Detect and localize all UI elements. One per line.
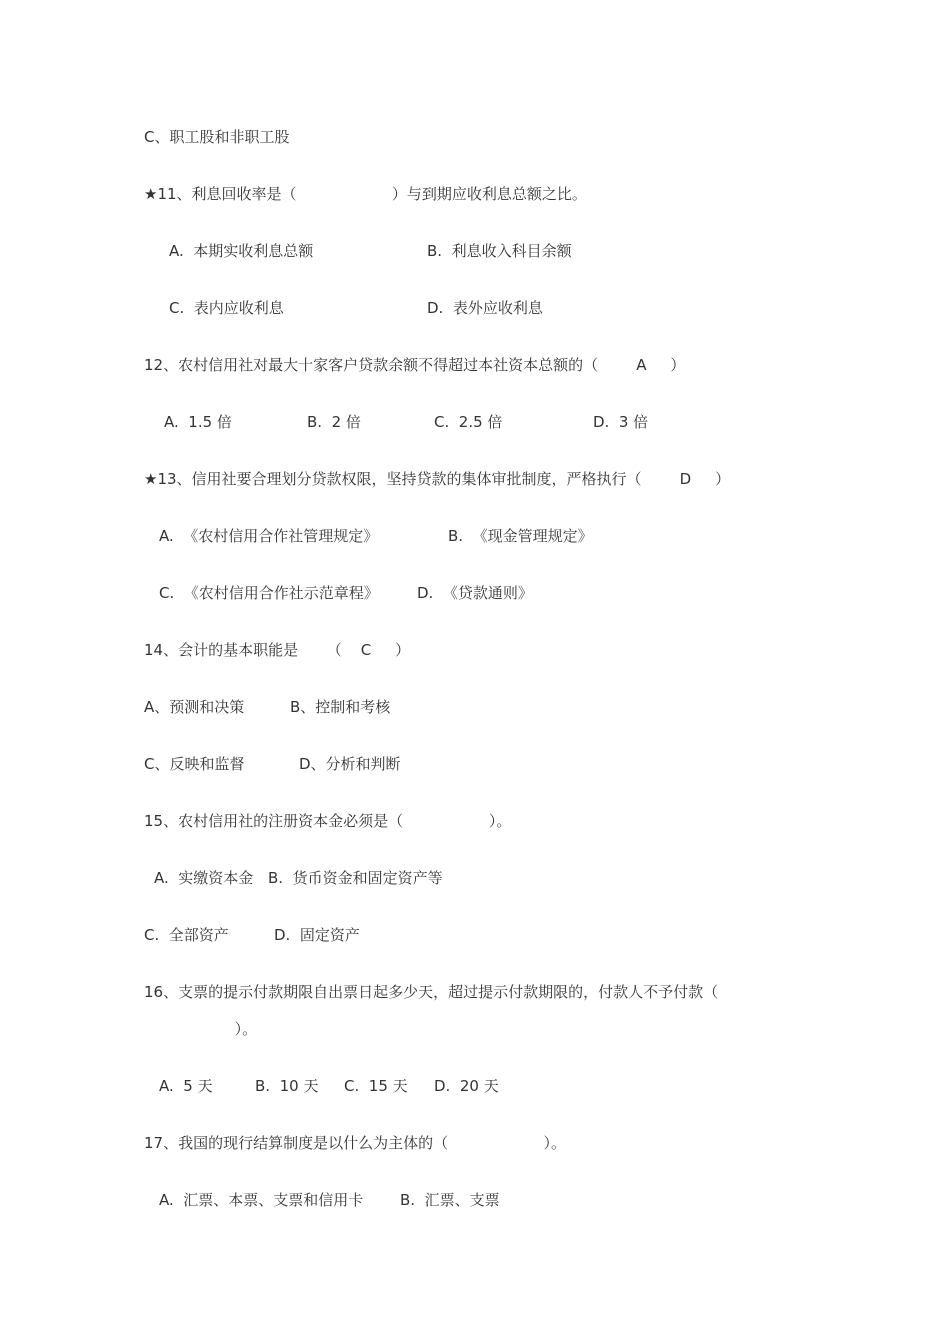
q12-option-b: B. 2 倍 <box>307 413 361 431</box>
q15-option-b: B. 货币资金和固定资产等 <box>268 869 443 887</box>
q10-option-c: C、职工股和非职工股 <box>144 128 290 146</box>
q11-question: ★11、利息回收率是（ ）与到期应收利息总额之比。 <box>144 185 587 203</box>
q14-option-c: C、反映和监督 <box>144 755 245 773</box>
q12-option-c: C. 2.5 倍 <box>434 413 503 431</box>
q11-option-b: B. 利息收入科目余额 <box>427 242 572 260</box>
q11-option-c: C. 表内应收利息 <box>169 299 284 317</box>
q13-question: ★13、信用社要合理划分贷款权限，坚持贷款的集体审批制度，严格执行（ D ） <box>144 470 731 488</box>
q17-option-b: B. 汇票、支票 <box>400 1191 500 1209</box>
q13-option-d: D. 《贷款通则》 <box>417 584 533 602</box>
q16-question-continued: ）。 <box>144 1020 258 1038</box>
q14-question: 14、会计的基本职能是 （ C ） <box>144 641 411 659</box>
q15-option-d: D. 固定资产 <box>274 926 360 944</box>
q16-option-c: C. 15 天 <box>344 1077 408 1095</box>
q14-option-d: D、分析和判断 <box>299 755 401 773</box>
q14-option-a: A、预测和决策 <box>144 698 245 716</box>
q16-question: 16、支票的提示付款期限自出票日起多少天，超过提示付款期限的，付款人不予付款（ <box>144 983 719 1001</box>
q17-question: 17、我国的现行结算制度是以什么为主体的（ ）。 <box>144 1134 566 1152</box>
q11-option-d: D. 表外应收利息 <box>427 299 543 317</box>
q13-option-a: A. 《农村信用合作社管理规定》 <box>159 527 379 545</box>
q13-option-b: B. 《现金管理规定》 <box>448 527 593 545</box>
q17-option-a: A. 汇票、本票、支票和信用卡 <box>159 1191 364 1209</box>
q13-option-c: C. 《农村信用合作社示范章程》 <box>159 584 379 602</box>
q16-option-b: B. 10 天 <box>255 1077 319 1095</box>
q12-question: 12、农村信用社对最大十家客户贷款余额不得超过本社资本总额的（ A ） <box>144 356 686 374</box>
q16-option-a: A. 5 天 <box>159 1077 213 1095</box>
q15-option-a: A. 实缴资本金 <box>154 869 254 887</box>
q15-question: 15、农村信用社的注册资本金必须是（ ）。 <box>144 812 512 830</box>
q16-option-d: D. 20 天 <box>434 1077 499 1095</box>
q12-option-d: D. 3 倍 <box>593 413 649 431</box>
q14-option-b: B、控制和考核 <box>290 698 391 716</box>
q15-option-c: C. 全部资产 <box>144 926 229 944</box>
q11-option-a: A. 本期实收利息总额 <box>169 242 314 260</box>
q12-option-a: A. 1.5 倍 <box>164 413 232 431</box>
